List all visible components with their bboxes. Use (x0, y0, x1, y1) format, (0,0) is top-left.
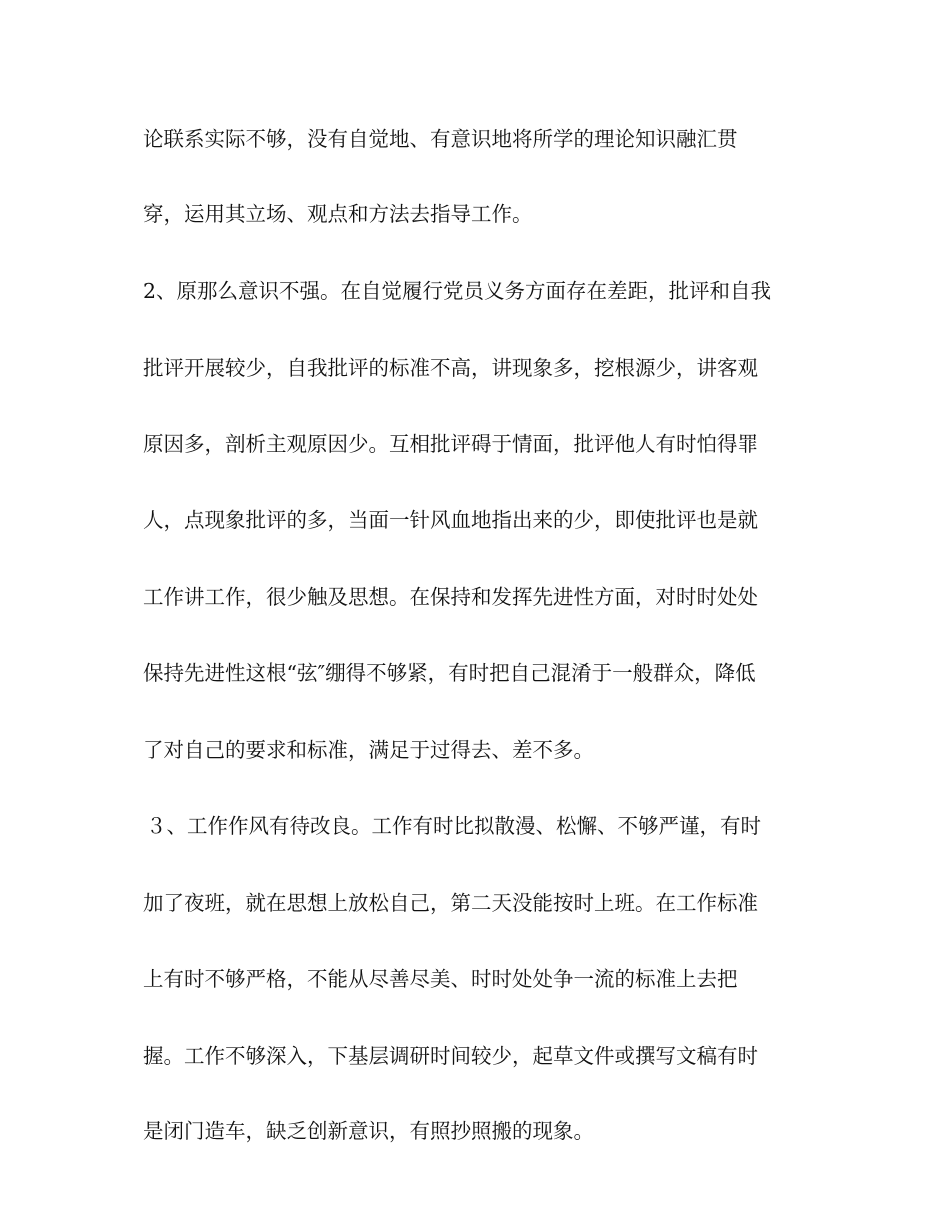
text-line-3: 2、原那么意识不强。在自觉履行党员义务方面存在差距，批评和自我 (143, 279, 772, 303)
text-line-8: 保持先进性这根“弦″绷得不够紧，有时把自己混淆于一般群众，降低 (143, 661, 756, 685)
text-line-6: 人，点现象批评的多，当面一针风血地指出来的少，即使批评也是就 (143, 508, 758, 532)
text-line-5: 原因多，剖析主观原因少。互相批评碍于情面，批评他人有时怕得罪 (143, 432, 758, 456)
text-line-1: 论联系实际不够，没有自觉地、有意识地将所学的理论知识融汇贯 (143, 127, 738, 151)
text-line-9: 了对自己的要求和标准，满足于过得去、差不多。 (143, 738, 594, 762)
text-line-7: 工作讲工作，很少触及思想。在保持和发挥先进性方面，对时时处处 (143, 585, 758, 609)
text-line-2: 穿，运用其立场、观点和方法去指导工作。 (143, 202, 533, 226)
text-line-4: 批评开展较少，自我批评的标准不高，讲现象多，挖根源少，讲客观 (143, 356, 758, 380)
text-line-13: 握。工作不够深入，下基层调研时间较少，起草文件或撰写文稿有时 (143, 1044, 758, 1068)
text-line-12: 上有时不够严格，不能从尽善尽美、时时处处争一流的标准上去把 (143, 967, 738, 991)
text-line-14: 是闭门造车，缺乏创新意识，有照抄照搬的现象。 (143, 1119, 594, 1143)
text-line-10: ３、工作作风有待改良。工作有时比拟散漫、松懈、不够严谨，有时 (146, 814, 761, 838)
text-line-11: 加了夜班，就在思想上放松自己，第二天没能按时上班。在工作标准 (143, 891, 758, 915)
